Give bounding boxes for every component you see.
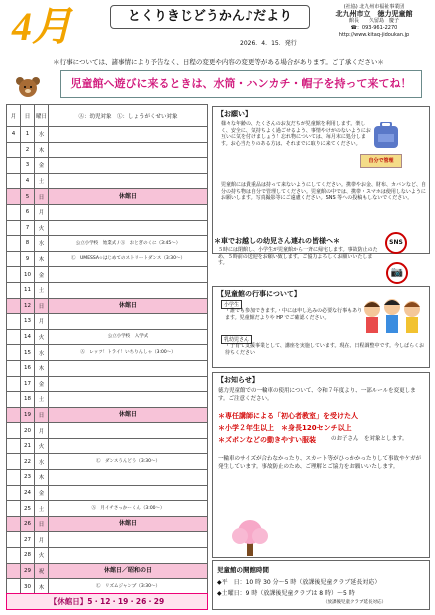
row-event <box>49 142 208 158</box>
row-event: Ⓛ リズムジャンプ（3:30～） <box>49 579 208 595</box>
unicycle-rule-1: ＊専任講師による「初心者教室」を受けた人 <box>218 412 358 420</box>
calendar-row <box>7 314 208 330</box>
notice-title: 【お知らせ】 <box>217 376 259 384</box>
requests-paragraph-2: 児童館には貴重品は持って来ないようにしてください。携帯やお金、財布、カバンなど、自分の持ち物は自分で管理してください。児童館の中では、携帯・スマホは使用しないようにお願いします。写真撮影等にご遠慮ください。SNS 等への投稿もしないでください。 <box>221 182 427 202</box>
bear-icon <box>12 76 44 98</box>
row-date: 8 <box>21 236 35 252</box>
row-event <box>49 173 208 189</box>
row-date: 17 <box>21 376 35 392</box>
row-week <box>7 267 21 283</box>
row-week <box>7 236 21 252</box>
notice-paragraph-1: 徳力児童館での一輪車の使用について、令和７年度より、一部ルールを変更します。ご注意ください。 <box>218 388 416 402</box>
row-dow: 土 <box>35 173 49 189</box>
unicycle-rule-3: ＊ズボンなどの動きやすい服装 <box>218 436 316 444</box>
cherry-tree-illustration <box>228 518 272 558</box>
requests-paragraph-1: 様々な年齢の、たくさんのお友だちが児童館を利用します。楽しく、安全に、気持ちよく過ごせるよう、事情やけがのないようにお互いに気を付けましょう！忘れ物については、毎月末に処分します。お心当たりのある方は、それまでに取りに来てください。 <box>221 121 371 147</box>
row-date: 21 <box>21 438 35 454</box>
row-date: 13 <box>21 314 35 330</box>
hours-saturday: ◆土曜日：9 時（放課後児童クラブは 8 時）～5 時 <box>217 590 355 597</box>
row-dow: 木 <box>35 251 49 267</box>
row-date: 16 <box>21 360 35 376</box>
row-date: 12 <box>21 298 35 314</box>
calendar-row <box>7 376 208 392</box>
row-event: 公立小学校 始業式 / Ⓐ おとぎのくに（3:45～） <box>49 236 208 252</box>
row-dow: 日 <box>35 516 49 532</box>
row-event <box>49 220 208 236</box>
header-date: 日 <box>21 105 35 127</box>
row-week <box>7 485 21 501</box>
row-week <box>7 548 21 564</box>
row-date: 30 <box>21 579 35 595</box>
announcement-banner: 児童館へ遊びに来るときは、水筒・ハンカチ・帽子を持って来てね！ <box>60 70 422 98</box>
row-week <box>7 470 21 486</box>
row-event <box>49 127 208 143</box>
calendar-row <box>7 158 208 174</box>
row-event <box>49 392 208 408</box>
issue-date: 2026．4．15．発行 <box>240 40 297 47</box>
row-dow: 水 <box>35 454 49 470</box>
calendar-row <box>7 329 208 345</box>
self-manage-sign: 自分で管理 <box>360 154 402 168</box>
row-week <box>7 438 21 454</box>
row-date: 27 <box>21 532 35 548</box>
month-logo: 4月 <box>12 4 72 49</box>
notice-paragraph-2: 一輪車のサイズが合わなかったり、スカート等がひっかかったりして事故やケガが発生しています。事故防止のため、ご理解とご協力をお願いいたします。 <box>218 456 421 470</box>
row-week <box>7 407 21 423</box>
row-date: 15 <box>21 345 35 361</box>
row-week <box>7 158 21 174</box>
closing-days: 【休館日】5・12・19・26・29 <box>6 593 208 610</box>
row-event <box>49 438 208 454</box>
row-date: 6 <box>21 204 35 220</box>
row-dow: 土 <box>35 392 49 408</box>
org-url[interactable]: http://www.kitaq-jidoukan.jp <box>338 32 410 38</box>
row-date: 24 <box>21 485 35 501</box>
row-event: 休館日 <box>49 189 208 205</box>
calendar-row <box>7 173 208 189</box>
row-date: 28 <box>21 548 35 564</box>
row-week <box>7 454 21 470</box>
row-event <box>49 485 208 501</box>
row-week <box>7 204 21 220</box>
row-date: 7 <box>21 220 35 236</box>
schedule-notice: ＊行事については、諸事情により予告なく、日程の変更や内容の変更等がある場合があります。ご了承ください＊ <box>53 58 384 66</box>
row-week <box>7 220 21 236</box>
row-date: 3 <box>21 158 35 174</box>
row-date: 14 <box>21 329 35 345</box>
row-date: 22 <box>21 454 35 470</box>
row-dow: 木 <box>35 360 49 376</box>
event-calendar <box>6 104 208 595</box>
row-dow: 金 <box>35 485 49 501</box>
row-dow: 月 <box>35 314 49 330</box>
elementary-events-text: ・誰でも参加できます。・中には申し込みの必要な行事もあります。児童館だよりや HP でご確認ください。 <box>225 308 363 321</box>
row-dow: 月 <box>35 204 49 220</box>
row-date: 29 <box>21 563 35 579</box>
row-week <box>7 314 21 330</box>
row-date: 23 <box>21 470 35 486</box>
row-dow: 土 <box>35 501 49 517</box>
row-event <box>49 423 208 439</box>
row-week <box>7 423 21 439</box>
calendar-row <box>7 407 208 423</box>
row-date: 20 <box>21 423 35 439</box>
row-event <box>49 204 208 220</box>
row-event <box>49 470 208 486</box>
row-week <box>7 376 21 392</box>
opening-hours-section <box>212 560 430 610</box>
calendar-row <box>7 251 208 267</box>
unicycle-rule-2: ＊小学２年生以上 ＊身長120センチ以上 <box>218 424 352 432</box>
hours-weekday: ◆平 日：10 時 30 分～5 時（放課後児童クラブ延長対応） <box>217 579 381 586</box>
calendar-row <box>7 282 208 298</box>
row-week <box>7 251 21 267</box>
row-week <box>7 532 21 548</box>
row-date: 1 <box>21 127 35 143</box>
row-event: 休館日／昭和の日 <box>49 563 208 579</box>
calendar-row <box>7 204 208 220</box>
row-dow: 日 <box>35 407 49 423</box>
org-phone: ☎：093-961-2270 <box>350 25 398 31</box>
no-sns-icon: SNS <box>385 232 407 254</box>
elementary-tag: 小学生 <box>221 300 242 309</box>
calendar-row <box>7 360 208 376</box>
calendar-row <box>7 532 208 548</box>
calendar-row <box>7 470 208 486</box>
calendar-row <box>7 236 208 252</box>
row-dow: 日 <box>35 298 49 314</box>
calendar-header <box>7 105 208 127</box>
row-event <box>49 548 208 564</box>
row-dow: 火 <box>35 220 49 236</box>
row-event: 休館日 <box>49 298 208 314</box>
row-date: 5 <box>21 189 35 205</box>
newsletter-title: とくりきじどうかん♪だより <box>110 5 310 29</box>
row-week <box>7 516 21 532</box>
row-dow: 祝 <box>35 563 49 579</box>
calendar-row <box>7 142 208 158</box>
calendar-row <box>7 127 208 143</box>
row-event <box>49 314 208 330</box>
row-date: 18 <box>21 392 35 408</box>
events-title: 【児童館の行事について】 <box>217 290 301 298</box>
row-week <box>7 360 21 376</box>
backpack-illustration <box>366 122 406 150</box>
toddler-events-text: ・子育て支援事業として、講座を実施しています。現在、日程調整中です。今しばらくお待ちください <box>225 343 425 356</box>
calendar-row <box>7 563 208 579</box>
calendar-row <box>7 298 208 314</box>
header-month: 月 <box>7 105 21 127</box>
row-dow: 水 <box>35 345 49 361</box>
org-line-3: 館長 久留島 慶子 <box>348 18 399 24</box>
calendar-row <box>7 345 208 361</box>
row-dow: 月 <box>35 423 49 439</box>
row-dow: 金 <box>35 376 49 392</box>
row-week <box>7 298 21 314</box>
calendar-row <box>7 516 208 532</box>
requests-title: 【お願い】 <box>217 110 252 118</box>
row-event: 休館日 <box>49 407 208 423</box>
row-event: Ⓐ レッツ！トライ！いちりんしゃ（3:00～） <box>49 345 208 361</box>
children-illustration <box>360 295 426 339</box>
row-date: 19 <box>21 407 35 423</box>
row-week <box>7 579 21 595</box>
no-camera-icon: 📷 <box>386 262 408 284</box>
row-week: 4 <box>7 127 21 143</box>
toddler-tag: 乳幼児さん <box>221 335 252 344</box>
row-week <box>7 563 21 579</box>
row-event: 公立小学校 入学式 <box>49 329 208 345</box>
row-date: 2 <box>21 142 35 158</box>
row-event: Ⓐ 月イチさっかーくん（3:00～） <box>49 501 208 517</box>
row-date: 26 <box>21 516 35 532</box>
org-line-2: 北九州市立 徳力児童館 <box>335 10 413 18</box>
organization-info <box>318 4 430 39</box>
row-event: 休館日 <box>49 516 208 532</box>
row-event <box>49 532 208 548</box>
calendar-row <box>7 579 208 595</box>
row-date: 9 <box>21 251 35 267</box>
row-dow: 金 <box>35 158 49 174</box>
row-dow: 火 <box>35 548 49 564</box>
row-event <box>49 360 208 376</box>
row-date: 10 <box>21 267 35 283</box>
calendar-row <box>7 501 208 517</box>
row-week <box>7 345 21 361</box>
row-dow: 土 <box>35 282 49 298</box>
row-event <box>49 267 208 283</box>
calendar-row <box>7 438 208 454</box>
header-dow: 曜日 <box>35 105 49 127</box>
row-date: 4 <box>21 173 35 189</box>
row-dow: 日 <box>35 189 49 205</box>
row-event: Ⓛ UMESSA☆はじめてのストリートダンス（3:30～） <box>49 251 208 267</box>
row-week <box>7 189 21 205</box>
row-week <box>7 173 21 189</box>
calendar-row <box>7 392 208 408</box>
calendar-row <box>7 189 208 205</box>
parking-notice-text: ５時には閉館し、小学生が児童館から一斉に帰宅します。事故防止のため、５時前の送迎をお願い致します。ご協力よろしくお願いいたします。 <box>218 247 378 267</box>
row-week <box>7 501 21 517</box>
calendar-row <box>7 267 208 283</box>
row-week <box>7 282 21 298</box>
row-dow: 木 <box>35 470 49 486</box>
row-event <box>49 376 208 392</box>
row-event: Ⓛ ダンスうんどう（3:30～） <box>49 454 208 470</box>
row-dow: 月 <box>35 532 49 548</box>
row-week <box>7 142 21 158</box>
hours-title: 児童館の開館時間 <box>217 566 269 574</box>
row-date: 11 <box>21 282 35 298</box>
header-legend: Ⓐ：幼児対象 Ⓛ：しょうがくせい対象 <box>49 105 208 127</box>
row-dow: 水 <box>35 127 49 143</box>
row-dow: 火 <box>35 329 49 345</box>
row-event <box>49 282 208 298</box>
row-week <box>7 329 21 345</box>
row-dow: 水 <box>35 236 49 252</box>
calendar-row <box>7 423 208 439</box>
calendar-row <box>7 220 208 236</box>
unicycle-rule-tail: のお子さん を対象とします。 <box>331 436 408 442</box>
row-dow: 金 <box>35 267 49 283</box>
hours-saturday-note: （放課後児童クラブ延長対応） <box>323 600 386 605</box>
org-line-1: (社協) 北九州市福祉事業団 <box>343 4 405 10</box>
row-week <box>7 392 21 408</box>
row-dow: 木 <box>35 579 49 595</box>
calendar-row <box>7 485 208 501</box>
row-dow: 火 <box>35 438 49 454</box>
row-dow: 木 <box>35 142 49 158</box>
calendar-row <box>7 548 208 564</box>
row-event <box>49 158 208 174</box>
calendar-row <box>7 454 208 470</box>
row-date: 25 <box>21 501 35 517</box>
parking-notice-title: ＊車でお越しの幼児さん連れの皆様へ＊ <box>214 237 340 245</box>
